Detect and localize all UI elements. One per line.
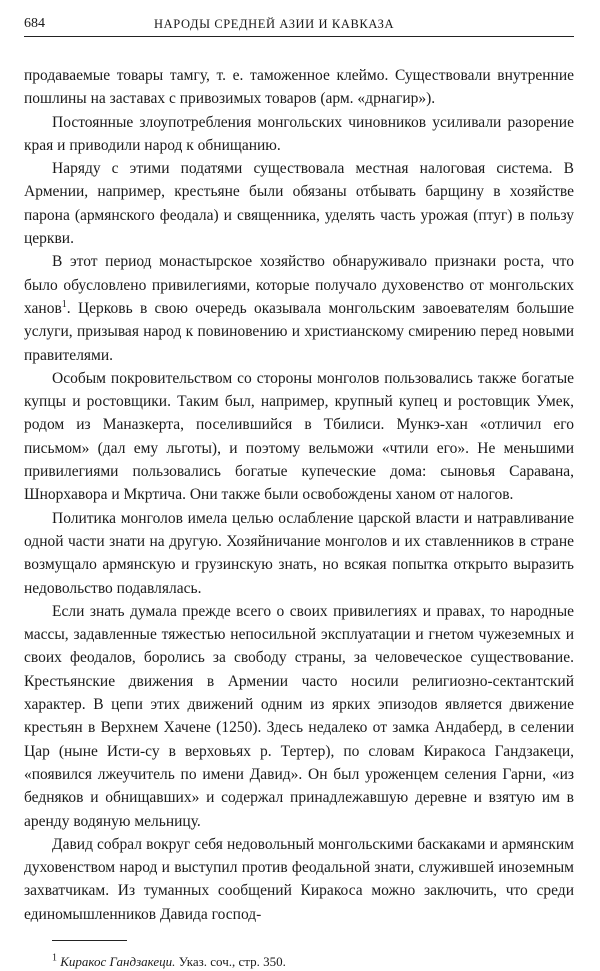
footnote-marker: 1 [52, 952, 57, 964]
paragraph-5: Особым покровительством со стороны монголов пользовались также богатые купцы и ростовщики. Таким был, например, крупный купец и ростовщик Умек, родом из Маназкерта, поселившийся в Тбилиси. Мункэ-хан «отличил его письмом» (дал ему льготы), и поэтому вельможи «чтили его». Не меньшими привилегиями пользовались богатые купеческие дома: сыновья Саравана, Шнорхавора и Мкртича. Они также были освобождены ханом от налогов. [24, 369, 574, 504]
paragraph-2: Постоянные злоупотребления монгольских чиновников усиливали разорение края и приводили народ к обнищанию. [24, 113, 574, 154]
page-header [24, 14, 574, 37]
paragraph-4-continuation: . Церковь в свою очередь оказывала монгольским завоевателям большие услуги, призывая народ к повиновению и христианскому смирению перед новыми правителями. [24, 299, 574, 364]
book-page [24, 14, 574, 971]
paragraph-8: Давид собрал вокруг себя недовольный монгольскими баскаками и армянским духовенством народ и выступил против феодальной знати, служившей иноземным захватчикам. Из туманных сообщений Киракоса можно заключить, что среди единомышленников Давида господ- [24, 835, 574, 923]
main-text [24, 64, 574, 926]
footnote-text: Указ. соч., стр. 350. [178, 953, 286, 969]
footnote-reference: 1 [61, 298, 67, 310]
footnote [52, 953, 574, 971]
paragraph-7: Если знать думала прежде всего о своих привилегиях и правах, то народные массы, задавленные тяжестью непосильной эксплуатации и гнетом чужеземных и своих феодалов, боролись за свободу страны, за человеческое существование. Крестьянские движения в Армении часто носили религиозно-сектантский характер. В цепи этих движений одним из ярких эпизодов является движение крестьян в Верхнем Хачене (1250). Здесь недалеко от замка Андаберд, в селении Цар (ныне Исти-су в верховьях р. Тертер), по словам Киракоса Гандзакеци, «появился лжеучитель по имени Давид». Он был уроженцем селения Гарни, «из бедняков и обнищавших» и содержал принадлежавшую деревне и взятую им в аренду водяную мельницу. [24, 602, 574, 830]
footnote-author: Киракос Гандзакеци. [60, 953, 176, 969]
paragraph-1: продаваемые товары тамгу, т. е. таможенное клеймо. Существовали внутренние пошлины на заставах с привозимых товаров (арм. «дрнагир»). [24, 67, 574, 108]
footnote-divider [52, 940, 127, 941]
paragraph-3: Наряду с этими податями существовала местная налоговая система. В Армении, например, крестьяне были обязаны отбывать барщину в хозяйстве парона (армянского феодала) и священника, уделять часть урожая (птуг) в пользу церкви. [24, 160, 574, 248]
paragraph-6: Политика монголов имела целью ослабление царской власти и натравливание одной части знати на другую. Хозяйничание монголов и их ставленников в стране возмущало армянскую и грузинскую знать, но всякая попытка открыто выразить недовольство подавлялась. [24, 509, 574, 597]
paragraph-4-text: В этот период монастырское хозяйство обнаруживало признаки роста, что было обусловлено привилегиями, которые получало духовенство от монгольских ханов [24, 253, 574, 317]
running-title: НАРОДЫ СРЕДНЕЙ АЗИИ И КАВКАЗА [154, 17, 395, 31]
paragraph-4 [24, 250, 574, 366]
page-number: 684 [24, 16, 45, 31]
